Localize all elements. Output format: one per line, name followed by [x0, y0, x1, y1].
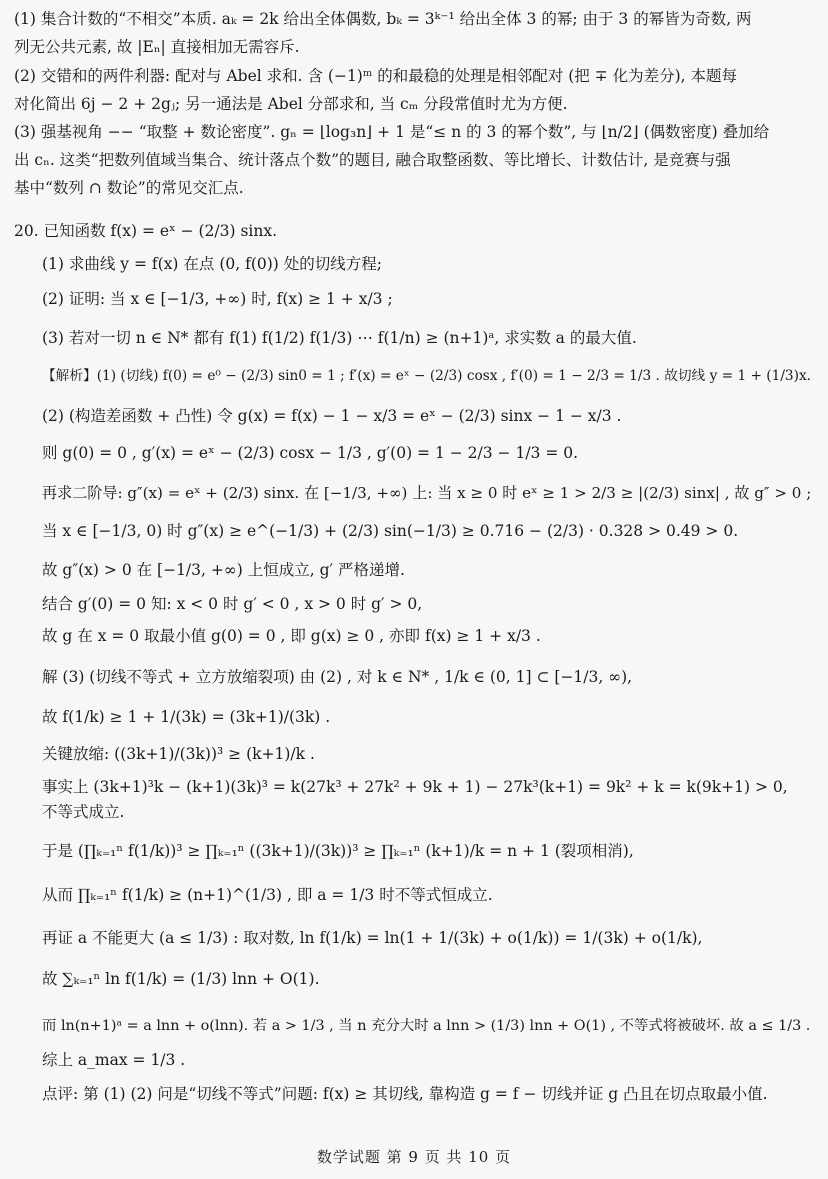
problem-part-2: (2) 证明: 当 x ∈ [−1/3, +∞) 时, f(x) ≥ 1 + x/3 ; [42, 290, 393, 308]
page-footer: 数学试题 第 9 页 共 10 页 [316, 1148, 512, 1166]
note-2-line-1: (2) 交错和的两件利器: 配对与 Abel 求和. 含 (−1)ᵐ 的和最稳的处理是相邻配对 (把 ∓ 化为差分), 本题每 [14, 67, 738, 85]
solution-line-6: 故 g″(x) > 0 在 [−1/3, +∞) 上恒成立, g′ 严格递增. [42, 561, 405, 579]
solution-line-17: 故 ∑ₖ₌₁ⁿ ln f(1/k) = (1/3) lnn + O(1). [42, 970, 320, 988]
solution-line-19: 综上 a_max = 1/3 . [42, 1051, 186, 1069]
solution-line-15: 从而 ∏ₖ₌₁ⁿ f(1/k) ≥ (n+1)^(1/3) , 即 a = 1/3 时不等式恒成立. [42, 886, 493, 904]
problem-stem: 20. 已知函数 f(x) = eˣ − (2/3) sinx. [14, 222, 278, 240]
problem-part-3: (3) 若对一切 n ∈ N* 都有 f(1) f(1/2) f(1/3) ⋯ f(1/n) ≥ (n+1)ᵃ, 求实数 a 的最大值. [42, 329, 637, 347]
solution-line-3: 则 g(0) = 0 , g′(x) = eˣ − (2/3) cosx − 1/3 , g′(0) = 1 − 2/3 − 1/3 = 0. [42, 444, 579, 462]
note-1-line-2: 列无公共元素, 故 |Eₙ| 直接相加无需容斥. [14, 38, 300, 56]
solution-line-12: 事实上 (3k+1)³k − (k+1)(3k)³ = k(27k³ + 27k² + 9k + 1) − 27k³(k+1) = 9k² + k = k(9k+1) > 0, [42, 778, 788, 796]
solution-line-11: 关键放缩: ((3k+1)/(3k))³ ≥ (k+1)/k . [42, 745, 315, 763]
note-1-line-1: (1) 集合计数的“不相交”本质. aₖ = 2k 给出全体偶数, bₖ = 3ᵏ⁻¹ 给出全体 3 的幂; 由于 3 的幂皆为奇数, 两 [14, 10, 752, 28]
note-3-line-3: 基中“数列 ∩ 数论”的常见交汇点. [14, 179, 244, 197]
solution-line-7: 结合 g′(0) = 0 知: x < 0 时 g′ < 0 , x > 0 时 g′ > 0, [42, 595, 423, 613]
solution-line-13: 不等式成立. [42, 803, 125, 821]
solution-line-14: 于是 (∏ₖ₌₁ⁿ f(1/k))³ ≥ ∏ₖ₌₁ⁿ ((3k+1)/(3k))³ ≥ ∏ₖ₌₁ⁿ (k+1)/k = n + 1 (裂项相消), [42, 842, 634, 860]
solution-line-8: 故 g 在 x = 0 取最小值 g(0) = 0 , 即 g(x) ≥ 0 , 亦即 f(x) ≥ 1 + x/3 . [42, 627, 541, 645]
solution-line-10: 故 f(1/k) ≥ 1 + 1/(3k) = (3k+1)/(3k) . [42, 708, 331, 726]
note-3-line-1: (3) 强基视角 −− “取整 + 数论密度”. gₙ = ⌊log₃n⌋ + 1 是“≤ n 的 3 的幂个数”, 与 ⌊n/2⌋ (偶数密度) 叠加给 [14, 123, 770, 141]
solution-line-5: 当 x ∈ [−1/3, 0) 时 g″(x) ≥ e^(−1/3) + (2/3) sin(−1/3) ≥ 0.716 − (2/3) · 0.328 > 0.49 > 0. [42, 522, 739, 540]
note-3-line-2: 出 cₙ. 这类“把数列值域当集合、统计落点个数”的题目, 融合取整函数、等比增长、计数估计, 是竞赛与强 [14, 151, 731, 169]
solution-line-16: 再证 a 不能更大 (a ≤ 1/3) : 取对数, ln f(1/k) = ln(1 + 1/(3k) + o(1/k)) = 1/(3k) + o(1/k), [42, 929, 703, 947]
problem-part-1: (1) 求曲线 y = f(x) 在点 (0, f(0)) 处的切线方程; [42, 255, 382, 273]
solution-line-18: 而 ln(n+1)ᵃ = a lnn + o(lnn). 若 a > 1/3 , 当 n 充分大时 a lnn > (1/3) lnn + O(1) , 不等式将被破坏. 故 a ≤ 1/3 . [42, 1018, 811, 1034]
solution-line-9: 解 (3) (切线不等式 + 立方放缩裂项) 由 (2) , 对 k ∈ N* , 1/k ∈ (0, 1] ⊂ [−1/3, ∞), [42, 668, 633, 686]
note-2-line-2: 对化简出 6j − 2 + 2gⱼ; 另一通法是 Abel 分部求和, 当 cₘ 分段常值时尤为方便. [14, 95, 568, 113]
solution-line-1: 【解析】(1) (切线) f(0) = e⁰ − (2/3) sin0 = 1 ; f′(x) = eˣ − (2/3) cosx , f′(0) = 1 − 2/3 = 1/3 . 故切线 y = 1 + (1/3)x. [42, 368, 812, 384]
solution-comment: 点评: 第 (1) (2) 问是“切线不等式”问题: f(x) ≥ 其切线, 靠构造 g = f − 切线并证 g 凸且在切点取最小值. [42, 1085, 768, 1103]
solution-line-4: 再求二阶导: g″(x) = eˣ + (2/3) sinx. 在 [−1/3, +∞) 上: 当 x ≥ 0 时 eˣ ≥ 1 > 2/3 ≥ |(2/3) sinx| , 故 g″ > 0 ; [42, 484, 812, 502]
solution-line-2: (2) (构造差函数 + 凸性) 令 g(x) = f(x) − 1 − x/3 = eˣ − (2/3) sinx − 1 − x/3 . [42, 407, 622, 425]
